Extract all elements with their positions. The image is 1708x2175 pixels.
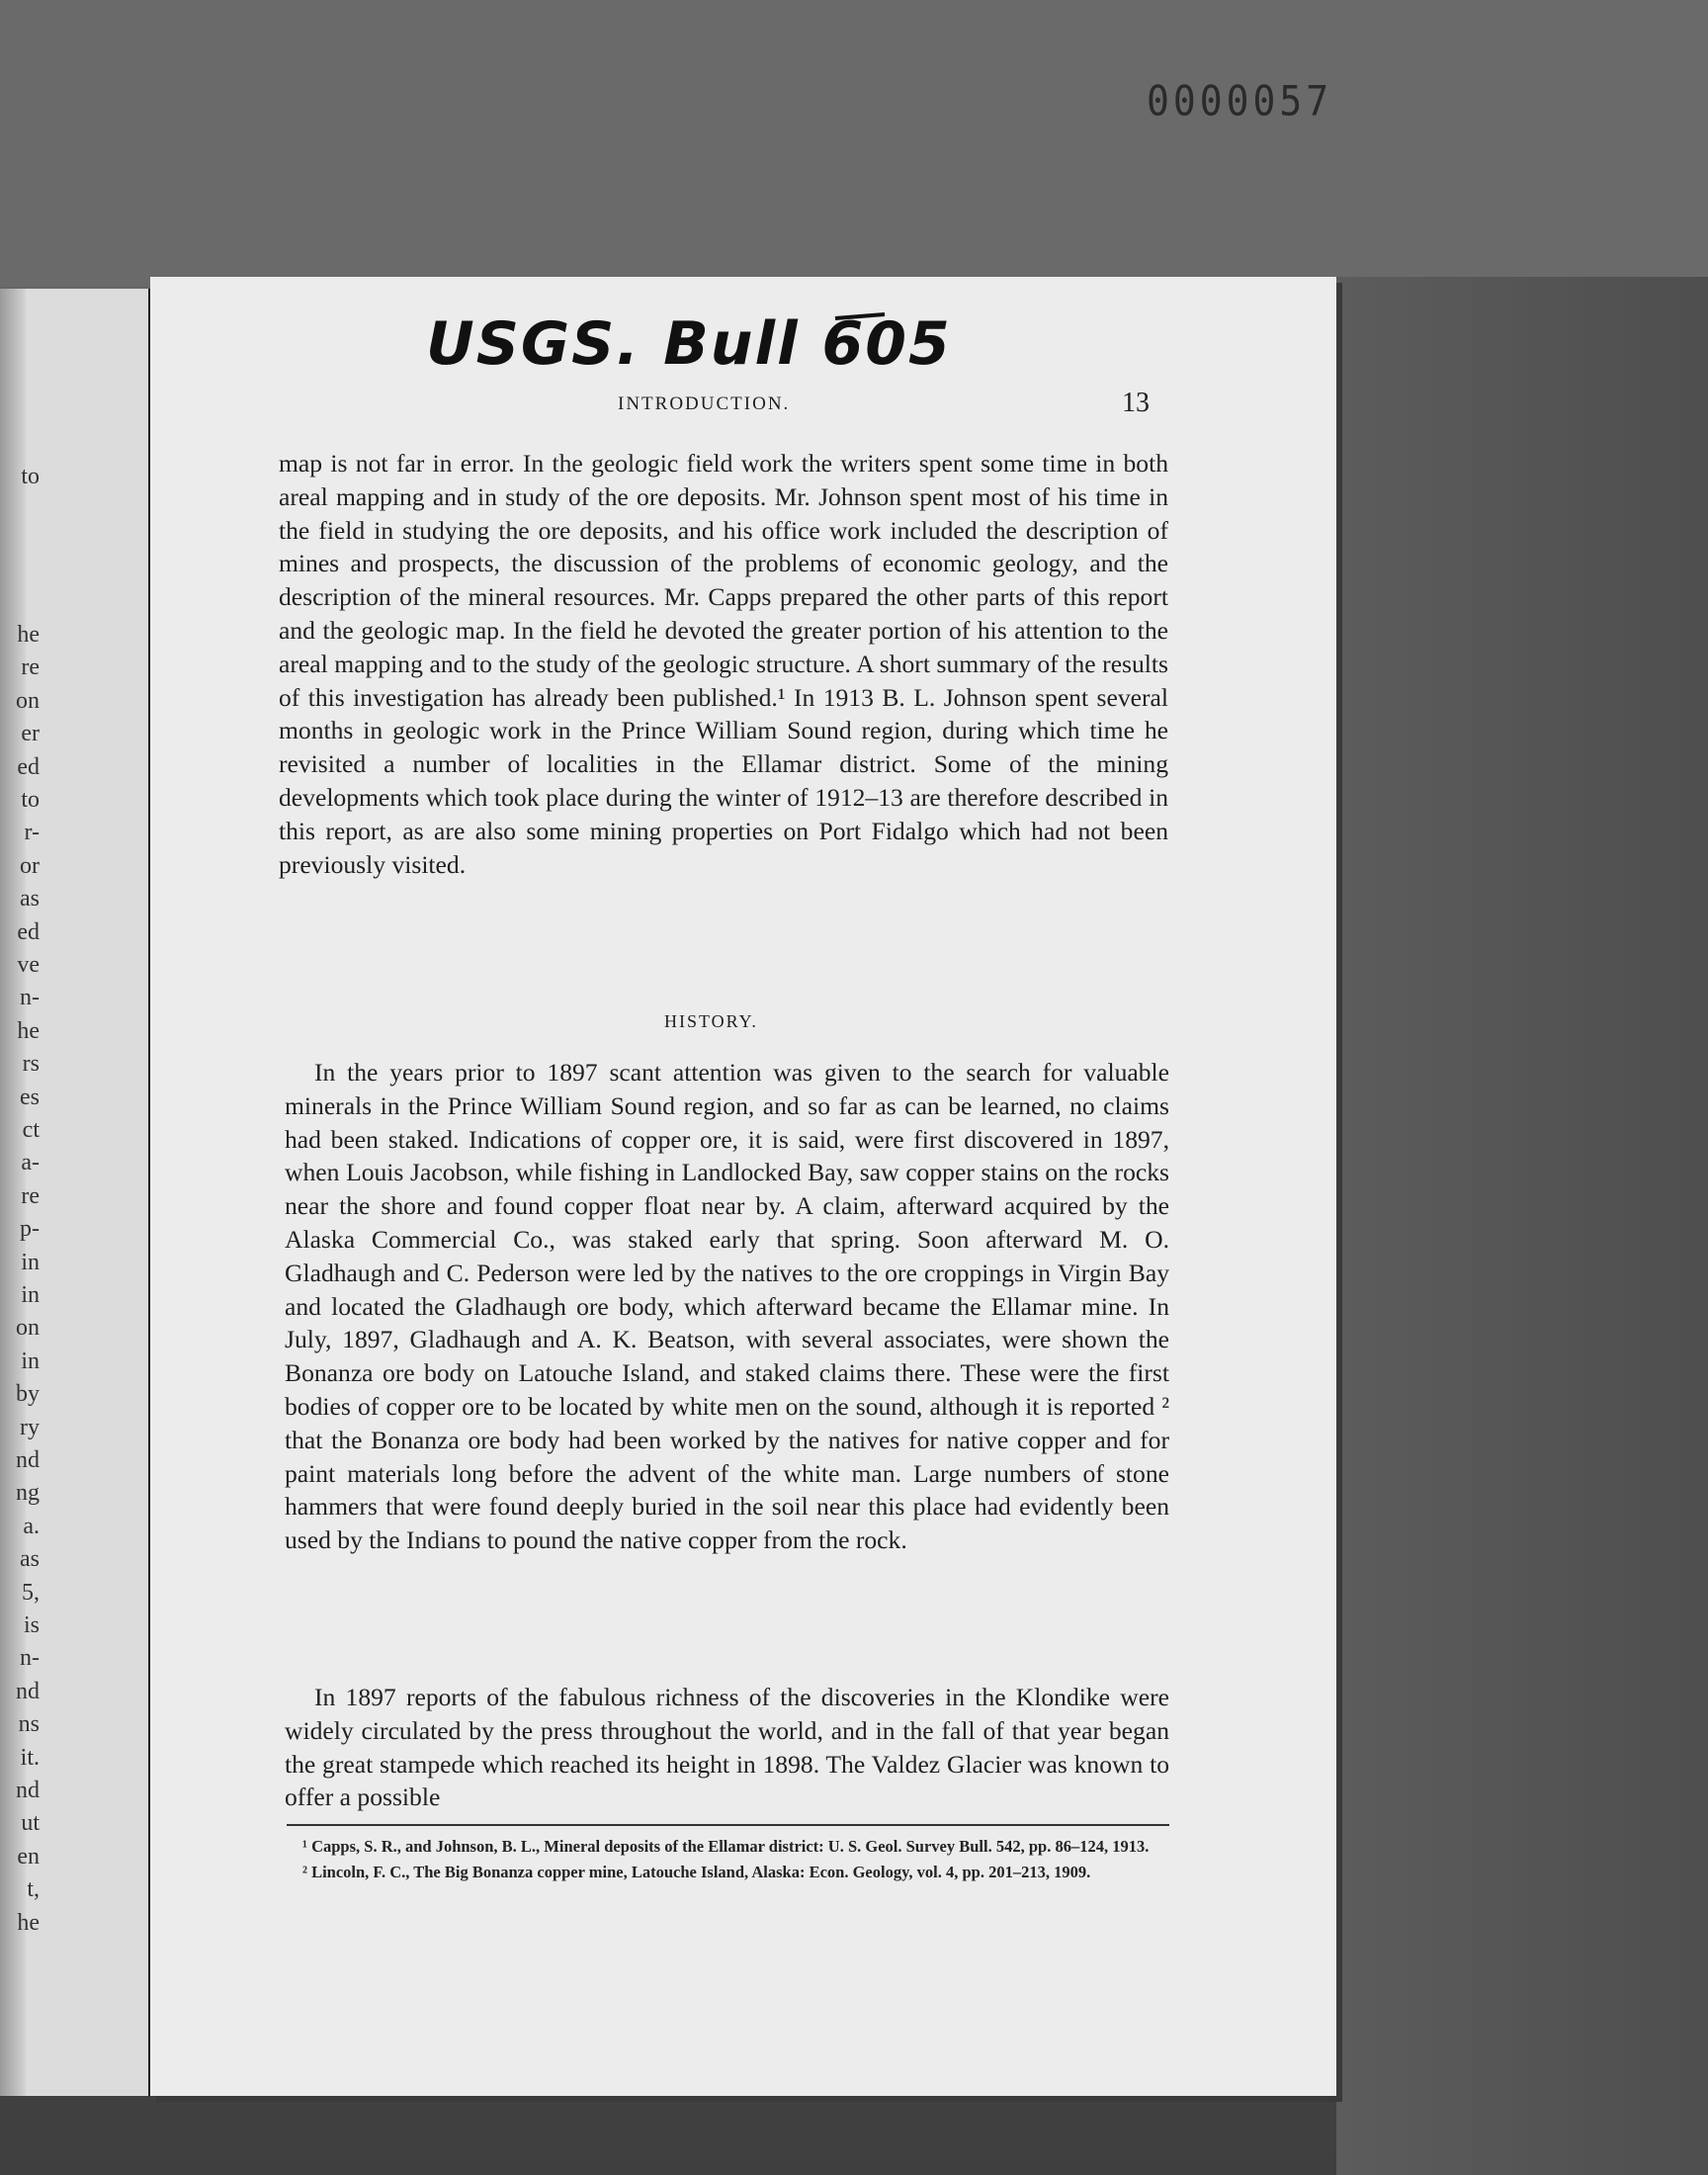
previous-page-fragment: n- bbox=[20, 1645, 40, 1672]
previous-page-fragment: he bbox=[17, 622, 40, 648]
footnote-divider bbox=[287, 1824, 1169, 1826]
handwritten-annotation bbox=[420, 297, 974, 386]
previous-page-fragment: it. bbox=[20, 1744, 40, 1771]
previous-page-fragment: re bbox=[21, 654, 40, 681]
previous-page-fragment: in bbox=[21, 1348, 40, 1374]
previous-page-fragment: on bbox=[16, 687, 40, 714]
previous-page-fragment: or bbox=[20, 852, 40, 879]
footnote: ¹ Capps, S. R., and Johnson, B. L., Mineral deposits of the Ellamar district: U. S. Geol. Survey Bull. 542, pp. 86–124, 1913. bbox=[302, 1837, 1150, 1856]
history-paragraph: In 1897 reports of the fabulous richness of the discoveries in the Klondike were widely circulated by the press throughout the world, and in the fall of that year began the great stampede which reached its height in 1898. The Valdez Glacier was known to offer a possible bbox=[285, 1683, 1169, 1812]
scan-top-margin bbox=[0, 0, 1708, 287]
running-head-title: INTRODUCTION. bbox=[618, 393, 791, 414]
previous-page-fragment: in bbox=[21, 1249, 40, 1275]
previous-page-fragment: p- bbox=[20, 1216, 40, 1243]
svg-text:USGS. Bull 605: USGS. Bull 605 bbox=[426, 309, 952, 379]
history-paragraph-block-2 bbox=[285, 1681, 1169, 1814]
previous-page-fragment: ng bbox=[16, 1480, 40, 1507]
section-heading-history: HISTORY. bbox=[664, 1011, 758, 1031]
previous-page-fragment: as bbox=[20, 886, 40, 913]
previous-page-fragment: ve bbox=[17, 952, 40, 978]
previous-page-fragment: nd bbox=[16, 1447, 40, 1473]
scan-right-margin bbox=[1336, 277, 1708, 2175]
previous-page-fragment: 5, bbox=[22, 1579, 40, 1606]
history-paragraph: In the years prior to 1897 scant attention was given to the search for valuable minerals in the Prince William Sound region, and so far as can be learned, no claims had been staked. Indications of copper ore, it is said, were first discovered in 1897, when Louis Jacobson, while fishing in Landlocked Bay, saw copper stains on the rocks near the shore and found copper float near by. A claim, afterward acquired by the Alaska Commercial Co., was staked early that spring. Soon afterward M. O. Gladhaugh and C. Pederson were led by the natives to the ore croppings in Virgin Bay and located the Gladhaugh ore body, which afterward became the Ellamar mine. In July, 1897, Gladhaugh and A. K. Beatson, with several associates, were shown the Bonanza ore body on Latouche Island, and staked claims there. These were the first bodies of copper ore to be located by white men on the sound, although it is reported ² that the Bonanza ore body had been worked by the natives for native copper and for paint materials long before the advent of the white man. Large numbers of stone hammers that were found deeply buried in the soil near this place had evidently been used by the Indians to pound the native copper from the rock. bbox=[285, 1058, 1169, 1555]
footnote: ² Lincoln, F. C., The Big Bonanza copper mine, Latouche Island, Alaska: Econ. Geology, vol. 4, pp. 201–213, 1909. bbox=[302, 1863, 1091, 1881]
page-number: 13 bbox=[1122, 388, 1150, 418]
previous-page-fragment: ed bbox=[17, 918, 40, 945]
previous-page-fragment: to bbox=[21, 464, 40, 489]
previous-page-fragment: er bbox=[21, 721, 40, 747]
previous-page-fragment: es bbox=[20, 1084, 40, 1110]
intro-paragraph-block bbox=[279, 447, 1168, 881]
previous-page-text-fragments bbox=[0, 465, 40, 1948]
previous-page-fragment: nd bbox=[16, 1778, 40, 1803]
footnotes bbox=[287, 1835, 1169, 1886]
previous-page-fragment: to bbox=[21, 787, 40, 813]
previous-page-fragment: ry bbox=[20, 1414, 40, 1440]
previous-page-fragment: on bbox=[16, 1315, 40, 1342]
running-head bbox=[277, 388, 1166, 423]
previous-page-fragment: ed bbox=[17, 753, 40, 780]
previous-page-fragment: he bbox=[17, 1909, 40, 1936]
previous-page-fragment: ut bbox=[21, 1810, 40, 1837]
previous-page-fragment: ct bbox=[22, 1117, 40, 1143]
previous-page-fragment: by bbox=[16, 1381, 40, 1408]
previous-page-fragment: is bbox=[23, 1612, 40, 1638]
previous-page-fragment: a- bbox=[21, 1150, 40, 1176]
previous-page-fragment: in bbox=[21, 1282, 40, 1308]
previous-page-fragment: en bbox=[17, 1843, 40, 1870]
previous-page-fragment: n- bbox=[20, 985, 40, 1011]
previous-page-fragment: as bbox=[20, 1546, 40, 1573]
previous-page-fragment: r- bbox=[24, 820, 40, 846]
previous-page-fragment: rs bbox=[22, 1051, 40, 1078]
previous-page-fragment: ns bbox=[18, 1711, 40, 1738]
previous-page-fragment: he bbox=[17, 1017, 40, 1044]
history-paragraph-block-1 bbox=[285, 1056, 1169, 1557]
document-stamp-number: 0000057 bbox=[1147, 76, 1333, 126]
intro-paragraph: map is not far in error. In the geologic field work the writers spent some time in both areal mapping and in study of the ore deposits. Mr. Johnson spent most of his time in the field in studying the ore deposits, and his office work included the description of mines and prospects, the discussion of the problems of economic geology, and the description of the mineral resources. Mr. Capps prepared the other parts of this report and the geologic map. In the field he devoted the greater portion of his attention to the areal mapping and to the study of the geologic structure. A short summary of the results of this investigation has already been published.¹ In 1913 B. L. Johnson spent several months in geologic work in the Prince William Sound region, during which time he revisited a number of localities in the Ellamar district. Some of the mining developments which took place during the winter of 1912–13 are therefore described in this report, as are also some mining properties on Port Fidalgo which had not been previously visited. bbox=[279, 449, 1168, 879]
previous-page-fragment: t, bbox=[27, 1876, 40, 1903]
previous-page-fragment: nd bbox=[16, 1678, 40, 1704]
previous-page-fragment: a. bbox=[23, 1513, 40, 1539]
previous-page-fragment: re bbox=[21, 1182, 40, 1209]
